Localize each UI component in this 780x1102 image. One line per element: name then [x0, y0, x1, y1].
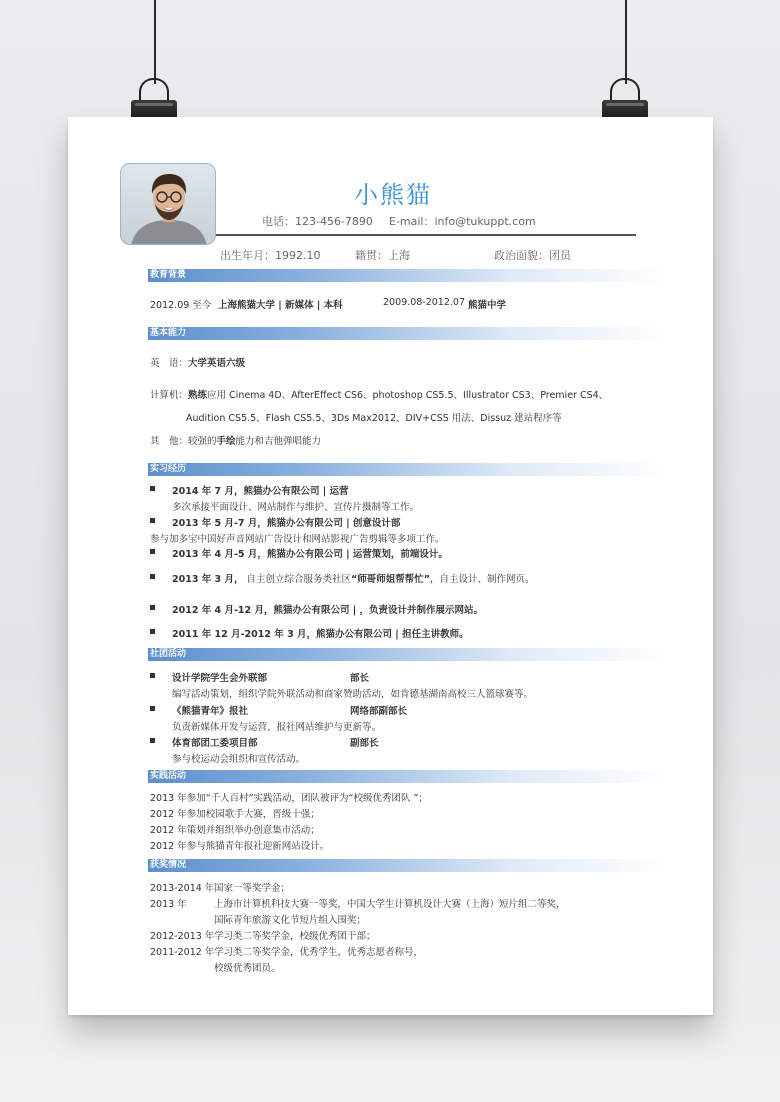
practice-item-3: 2012 年策划并组织举办创意集市活动；	[150, 825, 320, 836]
intern-desc-2: 参与加多宝中国好声音网站广告设计和网站影视广告剪辑等多项工作。	[150, 534, 445, 545]
award-year-4: 2012-2013 年	[150, 931, 215, 942]
section-clubs-title: 社团活动	[150, 649, 187, 659]
skill-computer-line2: Audition CS5.5、Flash CS5.5、3Ds Max2012、DIV+CSS 用法、Dissuz 建站程序等	[186, 413, 562, 424]
club-role-2: 网络部副部长	[350, 706, 408, 717]
section-awards-title: 获奖情况	[150, 860, 187, 870]
award-year-5: 2011-2012 年	[150, 947, 215, 958]
award-text-6: 校级优秀团员。	[214, 963, 281, 974]
bullet-icon	[150, 605, 155, 610]
award-text-2: 上海市计算机科技大赛一等奖，中国大学生计算机设计大赛（上海）短片组二等奖，	[214, 899, 566, 910]
section-clubs	[148, 648, 668, 661]
bullet-icon	[150, 518, 155, 523]
hometown-text: 籍贯：上海	[355, 249, 410, 262]
club-desc-1: 编写活动策划，组织学院外联活动和商家赞助活动，如肯德基湖南高校三人篮球赛等。	[172, 689, 534, 700]
practice-item-2: 2012 年参加校园歌手大赛，晋级十强；	[150, 809, 320, 820]
award-year-2: 2013 年	[150, 899, 187, 910]
practice-item-4: 2012 年参与熊猫青年报社迎新网站设计。	[150, 841, 330, 852]
intern-title-6: 2011 年 12 月-2012 年 3 月，熊猫办公有限公司 | 担任主讲教师。	[172, 629, 469, 640]
section-internship-title: 实习经历	[150, 464, 187, 474]
award-year-1: 2013-2014 年	[150, 883, 215, 894]
bullet-icon	[150, 706, 155, 711]
practice-item-1: 2013 年参加“千人百村”实践活动，团队被评为“校级优秀团队 ”；	[150, 793, 428, 804]
edu-date-1: 2012.09 至今	[150, 300, 212, 311]
bullet-icon	[150, 673, 155, 678]
skill-other: 其 他：较强的手绘能力和吉他弹唱能力	[150, 436, 322, 447]
edu-school-1: 上海熊猫大学 | 新媒体 | 本科	[218, 300, 343, 311]
header-divider	[216, 234, 636, 236]
politics-text: 政治面貌：团员	[494, 249, 571, 262]
section-skills-title: 基本能力	[150, 328, 187, 338]
hanging-wire-right	[625, 0, 627, 84]
skill-english: 英 语：大学英语六级	[150, 358, 246, 369]
club-desc-3: 参与校运动会组织和宣传活动。	[172, 754, 306, 765]
club-role-1: 部长	[350, 673, 370, 684]
hanging-wire-left	[154, 0, 156, 84]
award-text-3: 国际青年旅游文化节短片组入围奖；	[214, 915, 367, 926]
profile-photo	[120, 163, 216, 245]
bullet-icon	[150, 549, 155, 554]
award-text-4: 学习类二等奖学金，校级优秀团干部；	[214, 931, 376, 942]
intern-title-4: 2013 年 3 月， 自主创立综合服务类社区“师哥师姐帮帮忙”，自主设计、制作网页。	[172, 574, 535, 585]
phone-text: 电话：123-456-7890	[262, 215, 373, 228]
intern-title-3: 2013 年 4 月-5 月，熊猫办公有限公司 | 运营策划，前端设计。	[172, 549, 448, 560]
edu-date-2: 2009.08-2012.07	[383, 297, 465, 308]
section-internship	[148, 463, 668, 476]
club-role-3: 副部长	[350, 738, 379, 749]
birth-text: 出生年月：1992.10	[220, 249, 321, 262]
club-org-2: 《熊猫青年》报社	[172, 706, 249, 717]
intern-desc-1: 多次承接平面设计、网站制作与维护、宣传片摄制等工作。	[172, 502, 420, 513]
club-org-1: 设计学院学生会外联部	[172, 673, 268, 684]
intern-title-2: 2013 年 5 月-7 月，熊猫办公有限公司 | 创意设计部	[172, 518, 401, 529]
section-practice-title: 实践活动	[150, 771, 187, 781]
section-awards	[148, 859, 668, 872]
award-text-5: 学习类二等奖学金，优秀学生，优秀志愿者称号，	[214, 947, 424, 958]
bullet-icon	[150, 574, 155, 579]
edu-school-2: 熊猫中学	[468, 300, 507, 311]
bullet-icon	[150, 486, 155, 491]
section-education-title: 教育背景	[150, 270, 187, 280]
resume-paper	[68, 117, 713, 1015]
bullet-icon	[150, 738, 155, 743]
candidate-name: 小熊猫	[354, 181, 432, 209]
section-education	[148, 269, 668, 282]
intern-title-1: 2014 年 7 月，熊猫办公有限公司 | 运营	[172, 486, 349, 497]
bullet-icon	[150, 629, 155, 634]
email-text: E-mail：info@tukuppt.com	[389, 215, 536, 228]
section-practice	[148, 770, 668, 783]
intern-title-5: 2012 年 4 月-12 月，熊猫办公有限公司 | ，负责设计并制作展示网站。	[172, 605, 484, 616]
section-skills	[148, 327, 668, 340]
skill-computer-line1: 计算机：熟练应用 Cinema 4D、AfterEffect CS6、photoshop CS5.5、Illustrator CS3、Premier CS4、	[150, 390, 609, 401]
club-desc-2: 负责新媒体开发与运营、报社网站维护与更新等。	[172, 722, 382, 733]
club-org-3: 体育部团工委项目部	[172, 738, 258, 749]
award-text-1: 国家一等奖学金；	[214, 883, 291, 894]
